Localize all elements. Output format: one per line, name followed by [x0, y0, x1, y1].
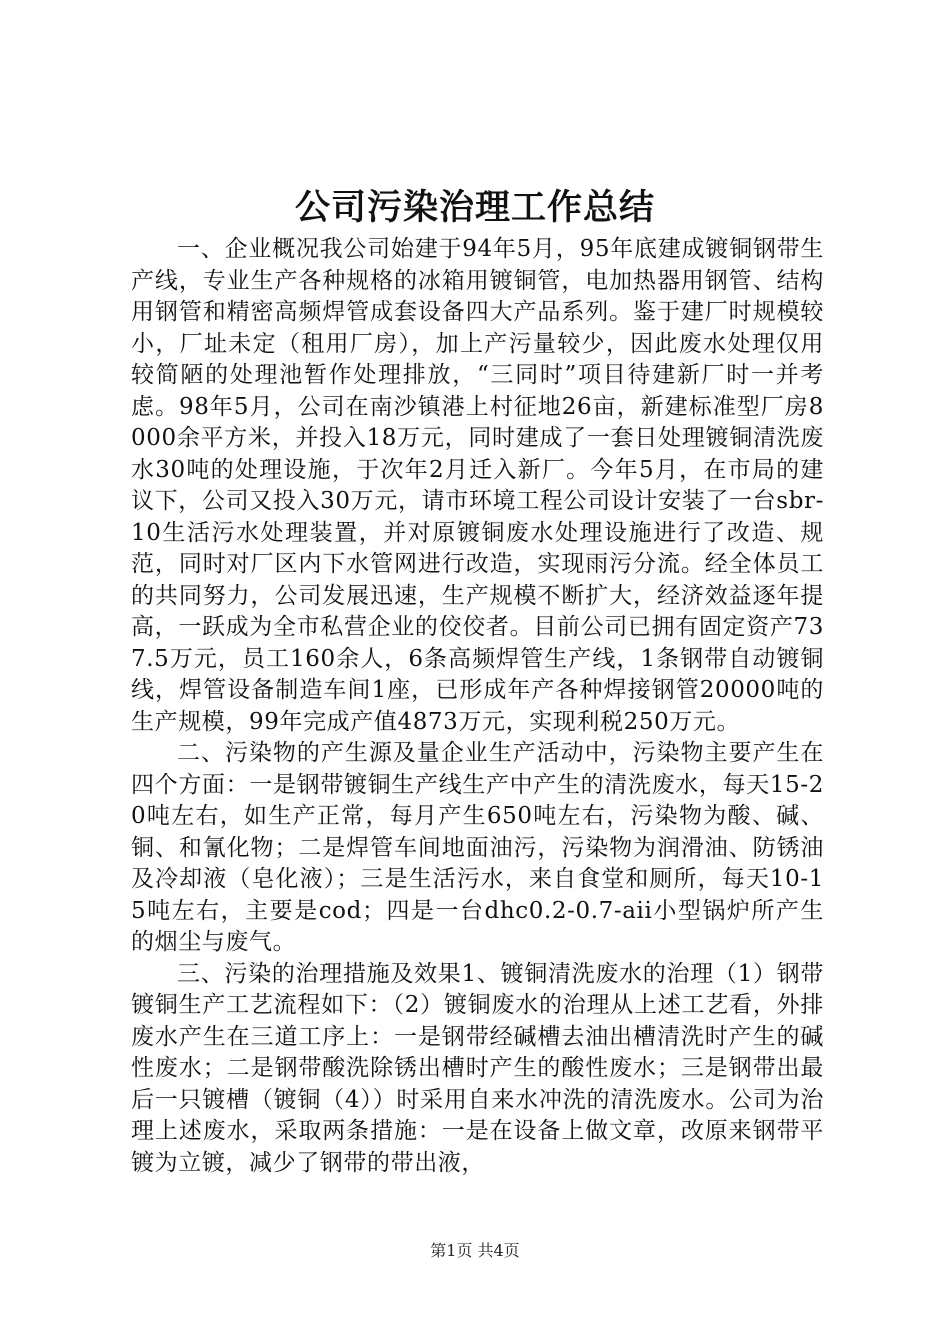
document-title: 公司污染治理工作总结	[294, 187, 655, 228]
paragraph-pollution-sources: 二、污染物的产生源及量企业生产活动中，污染物主要产生在四个方面：一是钢带镀铜生产线生产中产生的清洗废水，每天15-20吨左右，如生产正常，每月产生650吨左右，污染物为酸、碱、铜、和氰化物；二是焊管车间地面油污，污染物为润滑油、防锈油及冷却液（皂化液）；三是生活污水，来自食堂和厕所，每天10-15吨左右，主要是cod；四是一台dhc0.2-0.7-aii小型锅炉所产生的烟尘与废气。	[131, 740, 824, 955]
document-body	[131, 234, 824, 1179]
paragraph-treatment-measures: 三、污染的治理措施及效果1、镀铜清洗废水的治理（1）钢带镀铜生产工艺流程如下：（2）镀铜废水的治理从上述工艺看，外排废水产生在三道工序上：一是钢带经碱槽去油出槽清洗时产生的碱性废水；二是钢带酸洗除锈出槽时产生的酸性废水；三是钢带出最后一只镀槽（镀铜（4））时采用自来水冲洗的清洗废水。公司为治理上述废水，采取两条措施：一是在设备上做文章，改原来钢带平镀为立镀，减少了钢带的带出液，	[131, 960, 824, 1176]
paragraph-company-overview: 一、企业概况我公司始建于94年5月，95年底建成镀铜钢带生产线，专业生产各种规格的冰箱用镀铜管，电加热器用钢管、结构用钢管和精密高频焊管成套设备四大产品系列。鉴于建厂时规模较小，厂址未定（租用厂房），加上产污量较少，因此废水处理仅用较简陋的处理池暂作处理排放，“三同时”项目待建新厂时一并考虑。98年5月，公司在南沙镇港上村征地26亩，新建标准型厂房8000余平方米，并投入18万元，同时建成了一套日处理镀铜清洗废水30吨的处理设施，于次年2月迁入新厂。今年5月，在市局的建议下，公司又投入30万元，请市环境工程公司设计安装了一台sbr-10生活污水处理装置，并对原镀铜废水处理设施进行了改造、规范，同时对厂区内下水管网进行改造，实现雨污分流。经全体员工的共同努力，公司发展迅速，生产规模不断扩大，经济效益逐年提高，一跃成为全市私营企业的佼佼者。目前公司已拥有固定资产737.5万元，员工160余人，6条高频焊管生产线，1条钢带自动镀铜线，焊管设备制造车间1座，已形成年产各种焊接钢管20000吨的生产规模，99年完成产值4873万元，实现利税250万元。	[131, 236, 824, 735]
page-number: 第1页 共4页	[430, 1241, 520, 1260]
